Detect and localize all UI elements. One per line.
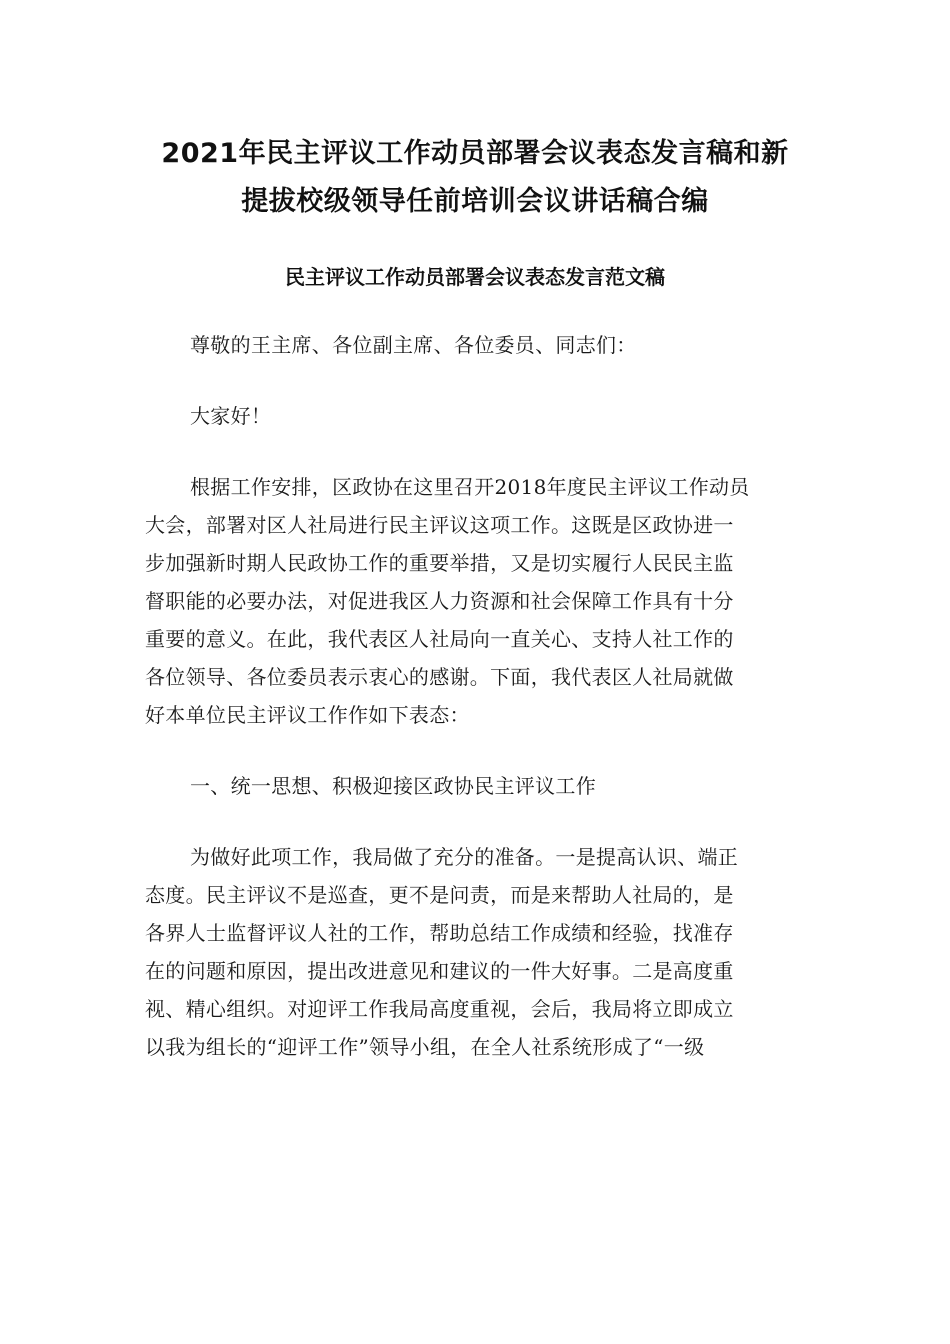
paragraph-line: 重要的意义。在此，我代表区人社局向一直关心、支持人社工作的 [145, 627, 734, 651]
section-1-heading [145, 767, 805, 805]
paragraph-line: 为做好此项工作，我局做了充分的准备。一是提高认识、端正 [190, 845, 739, 869]
document-title [145, 130, 805, 226]
hello [145, 397, 805, 435]
hello-text: 大家好！ [190, 404, 272, 428]
paragraph-line: 督职能的必要办法，对促进我区人力资源和社会保障工作具有十分 [145, 589, 734, 613]
paragraph-line: 各位领导、各位委员表示衷心的感谢。下面，我代表区人社局就做 [145, 665, 734, 689]
greeting [145, 326, 805, 364]
paragraph-line: 态度。民主评议不是巡查，更不是问责，而是来帮助人社局的，是 [145, 883, 734, 907]
paragraph-2 [145, 838, 805, 1066]
paragraph-line: 好本单位民主评议工作作如下表态： [145, 703, 470, 727]
title-line: 提拔校级领导任前培训会议讲话稿合编 [241, 186, 709, 217]
paragraph-line: 根据工作安排，区政协在这里召开2018年度民主评议工作动员 [190, 475, 750, 499]
paragraph-line: 在的问题和原因，提出改进意见和建议的一件大好事。二是高度重 [145, 959, 734, 983]
paragraph-line: 各界人士监督评议人社的工作，帮助总结工作成绩和经验，找准存 [145, 921, 734, 945]
speech-subtitle: 民主评议工作动员部署会议表态发言范文稿 [285, 265, 665, 289]
document-page [145, 130, 805, 1066]
paragraph-line: 大会，部署对区人社局进行民主评议这项工作。这既是区政协进一 [145, 513, 734, 537]
section-heading-text: 一、统一思想、积极迎接区政协民主评议工作 [190, 774, 596, 798]
paragraph-line: 步加强新时期人民政协工作的重要举措，又是切实履行人民民主监 [145, 551, 734, 575]
paragraph-1 [145, 468, 805, 734]
paragraph-line: 以我为组长的“迎评工作”领导小组，在全人社系统形成了“一级 [145, 1035, 705, 1059]
title-line: 2021年民主评议工作动员部署会议表态发言稿和新 [161, 138, 789, 169]
greeting-text: 尊敬的王主席、各位副主席、各位委员、同志们： [190, 333, 637, 357]
paragraph-line: 视、精心组织。对迎评工作我局高度重视，会后，我局将立即成立 [145, 997, 734, 1021]
